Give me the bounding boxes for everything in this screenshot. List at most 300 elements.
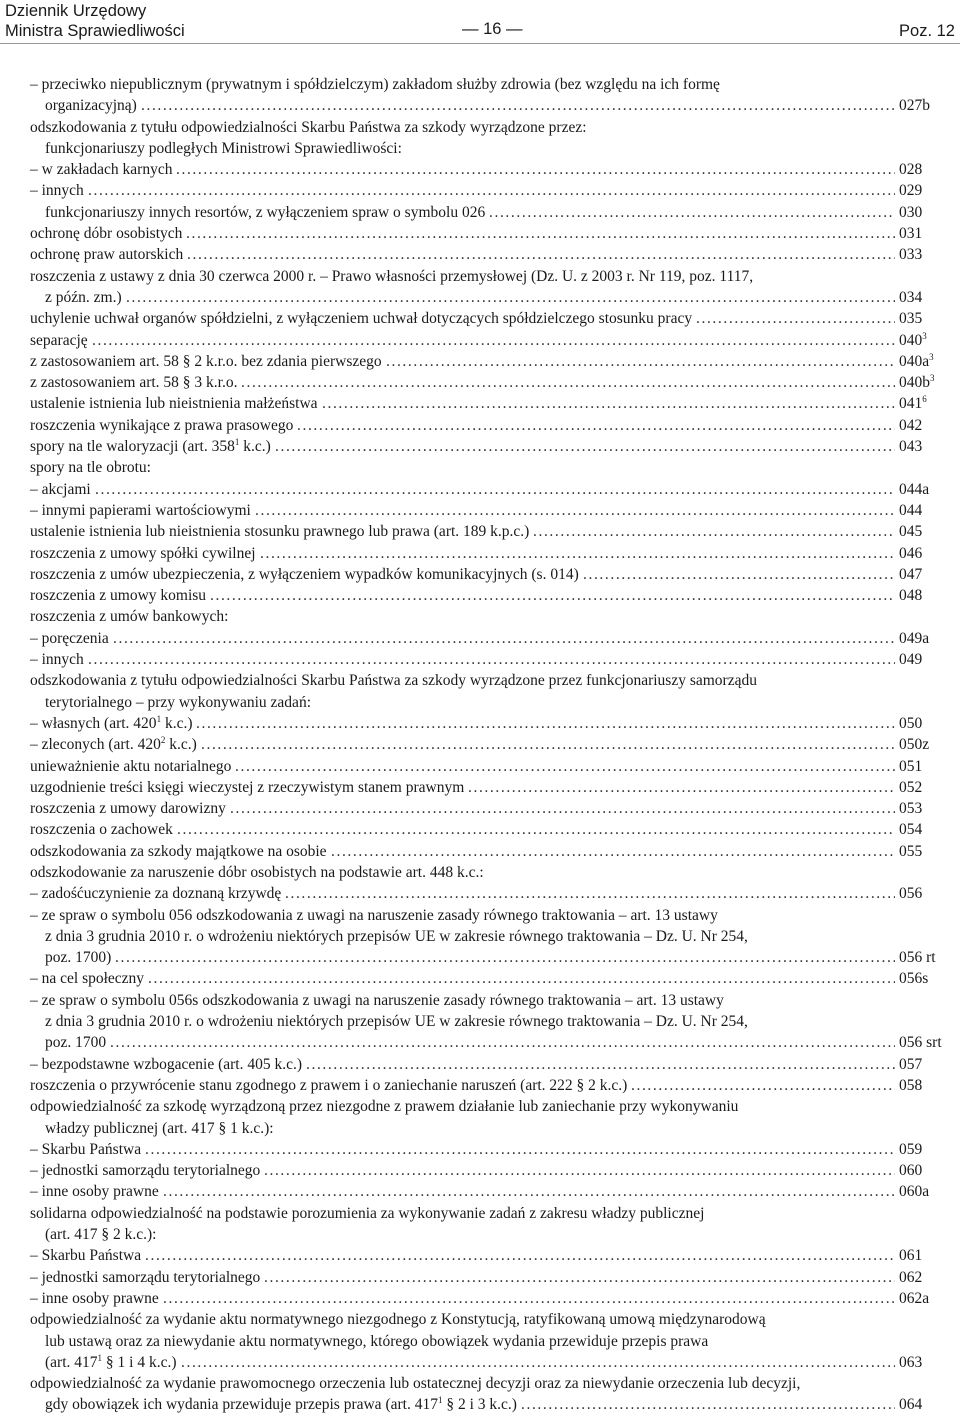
symbol-entry — [0, 968, 960, 989]
entry-text-line — [0, 862, 960, 883]
symbol-code — [899, 968, 928, 989]
dot-leader — [264, 1267, 895, 1288]
entry-label-text: solidarna odpowiedzialność na podstawie porozumienia za wykonywanie zadań z zakresu władzy publicznej — [30, 1204, 705, 1222]
symbol-code-text: 064 — [899, 1396, 923, 1414]
dot-leader — [113, 628, 895, 649]
entry-label-text: – na cel społeczny — [30, 970, 145, 988]
entry-label — [30, 1203, 704, 1224]
symbol-entry — [0, 95, 960, 116]
entry-text-line — [0, 1373, 960, 1394]
symbol-entry — [0, 393, 960, 414]
dot-leader — [95, 479, 895, 500]
symbol-code-superscript: 6 — [922, 394, 927, 405]
entry-label-text: odpowiedzialność za szkodę wyrządzoną przez niezgodne z prawem działanie lub zaniechanie przy wykonywaniu — [30, 1098, 739, 1116]
symbol-code — [899, 223, 922, 244]
entry-label-text: gdy obowiązek ich wydania przewiduje przepis prawa (art. 417 — [45, 1396, 438, 1414]
symbol-entry — [0, 308, 960, 329]
symbol-code-text: 045 — [899, 523, 923, 541]
symbol-entry — [0, 1245, 960, 1266]
entry-label — [30, 244, 183, 265]
symbol-code-text: 041 — [899, 395, 923, 413]
entry-label — [30, 500, 251, 521]
dot-leader — [145, 1139, 895, 1160]
symbol-code-text: 028 — [899, 161, 923, 179]
entry-text-line — [0, 1224, 960, 1245]
symbol-code — [899, 1181, 929, 1202]
dot-leader — [196, 713, 895, 734]
entry-label — [30, 862, 484, 883]
entry-label-text: odszkodowania z tytułu odpowiedzialności Skarbu Państwa za szkody wyrządzone przez: — [30, 118, 587, 136]
symbol-code — [899, 95, 930, 116]
symbol-code-text: 048 — [899, 587, 923, 605]
symbol-code-text: 040 — [899, 331, 923, 349]
entry-label-text: – zadośćuczynienie za doznaną krzywdę — [30, 885, 282, 903]
entry-text-line — [0, 926, 960, 947]
symbol-entry — [0, 287, 960, 308]
entry-label-text: – Skarbu Państwa — [30, 1140, 142, 1158]
header-publication — [5, 1, 185, 41]
symbol-code — [899, 841, 922, 862]
entry-label-text: funkcjonariuszy podległych Ministrowi Sprawiedliwości: — [45, 139, 402, 157]
entry-label — [30, 180, 84, 201]
entry-label-text: – inne osoby prawne — [30, 1183, 159, 1201]
entry-label — [30, 372, 237, 393]
symbol-code — [899, 628, 929, 649]
entry-label-text: poz. 1700 — [45, 1034, 107, 1052]
symbol-entry — [0, 1032, 960, 1053]
symbol-entry — [0, 564, 960, 585]
entry-label — [30, 1139, 141, 1160]
symbol-code — [899, 734, 929, 755]
dot-leader — [177, 819, 895, 840]
symbol-code — [899, 479, 929, 500]
symbol-code — [899, 585, 922, 606]
entry-label — [45, 1032, 106, 1053]
dot-leader — [115, 947, 895, 968]
symbol-code — [899, 351, 934, 372]
symbol-code — [899, 1245, 922, 1266]
symbol-entry — [0, 1139, 960, 1160]
entry-label — [45, 1011, 748, 1032]
entry-label — [30, 883, 281, 904]
dot-leader — [275, 436, 895, 457]
symbol-code-text: 059 — [899, 1140, 923, 1158]
entry-label-text: ustalenie istnienia lub nieistnienia małżeństwa — [30, 395, 318, 413]
symbol-code — [899, 777, 922, 798]
symbol-entry — [0, 500, 960, 521]
entry-label — [30, 585, 206, 606]
symbol-code-superscript: 3 — [930, 373, 935, 384]
entry-label — [45, 1352, 177, 1373]
symbol-code-text: 061 — [899, 1247, 923, 1265]
entry-label — [30, 1075, 627, 1096]
entry-label — [30, 117, 587, 138]
dot-leader — [92, 330, 895, 351]
entry-label — [30, 713, 192, 734]
entry-label-text: – innych — [30, 182, 84, 200]
symbol-entry — [0, 819, 960, 840]
entry-text-line — [0, 457, 960, 478]
entry-label-text: – akcjami — [30, 480, 91, 498]
entry-label — [30, 1267, 260, 1288]
symbol-code — [899, 180, 922, 201]
symbol-entry — [0, 1160, 960, 1181]
symbol-code-text: 055 — [899, 842, 923, 860]
dot-leader — [201, 734, 895, 755]
entry-text-line — [0, 606, 960, 627]
dot-leader — [88, 649, 895, 670]
entry-label — [30, 543, 256, 564]
dot-leader — [255, 500, 895, 521]
entry-label-text: – przeciwko niepublicznym (prywatnym i spółdzielczym) zakładom służby zdrowia (bez względu na ich formę — [30, 76, 720, 93]
dot-leader — [241, 372, 895, 393]
header-divider — [0, 43, 960, 44]
symbol-code — [899, 713, 922, 734]
entry-label-text: z zastosowaniem art. 58 § 2 k.r.o. bez zdania pierwszego — [30, 352, 382, 370]
symbol-code — [899, 564, 922, 585]
entry-label-text: (art. 417 § 2 k.c.): — [45, 1226, 157, 1244]
symbol-code — [899, 436, 922, 457]
entry-text-line — [0, 1331, 960, 1352]
symbol-code-superscript: 3 — [922, 330, 927, 341]
page-header — [0, 0, 960, 46]
symbol-code-text: 029 — [899, 182, 923, 200]
entry-label-text: (art. 417 — [45, 1353, 98, 1371]
symbol-code-text: 030 — [899, 203, 923, 221]
symbol-code — [899, 1267, 922, 1288]
symbol-entry — [0, 883, 960, 904]
entry-label — [45, 1118, 274, 1139]
symbol-code-text: 056 rt — [899, 949, 936, 967]
entry-label-text: – własnych (art. 420 — [30, 714, 157, 732]
entry-label — [45, 1394, 517, 1415]
symbol-code — [899, 202, 922, 223]
entry-label — [30, 223, 182, 244]
entry-text-line — [0, 266, 960, 287]
symbol-entry — [0, 585, 960, 606]
dot-leader — [386, 351, 895, 372]
symbol-code-text: 049a — [899, 629, 930, 647]
symbol-entry — [0, 223, 960, 244]
symbol-code — [899, 1139, 922, 1160]
ministry-name: Ministra Sprawiedliwości — [5, 22, 185, 40]
entry-label — [45, 1331, 708, 1352]
entry-label-suffix: k.c.) — [165, 736, 197, 754]
entry-label — [45, 95, 137, 116]
entry-label — [30, 606, 228, 627]
entry-label-suffix: § 2 i 3 k.c.) — [442, 1396, 517, 1414]
symbol-entry — [0, 543, 960, 564]
symbol-code — [899, 244, 922, 265]
symbol-entry — [0, 777, 960, 798]
entry-label — [30, 1288, 159, 1309]
dot-leader — [285, 883, 895, 904]
entry-text-line — [0, 670, 960, 691]
symbol-entry — [0, 1267, 960, 1288]
entry-text-line — [0, 1309, 960, 1330]
symbol-code — [899, 883, 922, 904]
entry-label-text: z późn. zm.) — [45, 288, 122, 306]
dot-leader — [533, 521, 895, 542]
entry-label-text: terytorialnego – przy wykonywaniu zadań: — [45, 693, 311, 711]
symbol-code-text: 060 — [899, 1162, 923, 1180]
symbol-entry — [0, 351, 960, 372]
dot-leader — [148, 968, 895, 989]
entry-label-text: – bezpodstawne wzbogacenie (art. 405 k.c.) — [30, 1055, 302, 1073]
symbol-entry — [0, 947, 960, 968]
symbol-code-text: 057 — [899, 1055, 923, 1073]
symbol-code — [899, 1160, 922, 1181]
symbol-entry — [0, 649, 960, 670]
entry-label — [30, 521, 529, 542]
entry-label — [30, 1373, 800, 1394]
entry-label-superscript: 1 — [437, 1395, 443, 1406]
entry-text-line — [0, 1011, 960, 1032]
dot-leader — [306, 1054, 895, 1075]
symbol-entry — [0, 713, 960, 734]
symbol-code-text: 054 — [899, 821, 923, 839]
entry-label-text: ustalenie istnienia lub nieistnienia stosunku prawnego lub prawa (art. 189 k.p.c.) — [30, 523, 530, 541]
entry-label-text: – jednostki samorządu terytorialnego — [30, 1162, 261, 1180]
entry-label-text: z dnia 3 grudnia 2010 r. o wdrożeniu niektórych przepisów UE w zakresie równego traktowania – Dz. U. Nr 254, — [45, 927, 748, 945]
entry-label-text: roszczenia wynikające z prawa prasowego — [30, 416, 294, 434]
symbol-entry — [0, 1394, 960, 1415]
entry-label-text: – poręczenia — [30, 629, 109, 647]
entry-label-text: ochronę dóbr osobistych — [30, 225, 183, 243]
symbol-code-text: 050z — [899, 736, 930, 754]
symbol-code — [899, 1394, 922, 1415]
dot-leader — [631, 1075, 895, 1096]
entry-label — [45, 1224, 156, 1245]
dot-leader — [163, 1288, 895, 1309]
entry-label-text: – zleconych (art. 420 — [30, 736, 161, 754]
symbol-code-text: 040b — [899, 374, 930, 392]
entry-text-line — [0, 1118, 960, 1139]
dot-leader — [141, 95, 895, 116]
dot-leader — [235, 756, 895, 777]
entry-label — [30, 457, 151, 478]
dot-leader — [88, 180, 895, 201]
symbol-code-text: 063 — [899, 1353, 923, 1371]
entry-label-text: z zastosowaniem art. 58 § 3 k.r.o. — [30, 374, 238, 392]
dot-leader — [187, 244, 895, 265]
entry-label-superscript: 2 — [160, 735, 166, 746]
entry-label-text: organizacyjną) — [45, 97, 137, 115]
entry-label-text: – inne osoby prawne — [30, 1289, 159, 1307]
symbol-entry — [0, 521, 960, 542]
symbol-entry — [0, 628, 960, 649]
entry-label-text: – ze spraw o symbolu 056 odszkodowania z uwagi na naruszenie zasady równego traktowania – art. 13 ustawy — [30, 906, 718, 924]
symbol-code — [899, 415, 922, 436]
entry-label-text: odpowiedzialność za wydanie prawomocnego orzeczenia lub ostatecznej decyzji oraz za niewydanie orzeczenia lub decyzji, — [30, 1375, 801, 1393]
symbol-entry — [0, 1075, 960, 1096]
entry-label-text: roszczenia z umowy darowizny — [30, 800, 226, 818]
symbol-code-text: 047 — [899, 565, 923, 583]
symbol-code — [899, 543, 922, 564]
entry-label-text: roszczenia o zachowek — [30, 821, 173, 839]
entry-label-text: – jednostki samorządu terytorialnego — [30, 1268, 261, 1286]
symbol-code — [899, 393, 927, 414]
symbol-code — [899, 649, 922, 670]
dot-leader — [260, 543, 895, 564]
entry-label — [30, 968, 144, 989]
symbol-code-text: 044a — [899, 480, 930, 498]
symbol-code — [899, 798, 922, 819]
entry-label-text: – innymi papierami wartościowymi — [30, 501, 251, 519]
dot-leader — [468, 777, 895, 798]
entry-label-text: odpowiedzialność za wydanie aktu normatywnego niezgodnego z Konstytucją, ratyfikowaną umową międzynarodową — [30, 1311, 766, 1329]
entry-label — [30, 1160, 260, 1181]
symbol-code — [899, 819, 922, 840]
entry-label-text: roszczenia o przywrócenie stanu zgodnego z prawem i o zaniechanie naruszeń (art. 222 § 2 k.c.) — [30, 1076, 628, 1094]
dot-leader — [489, 202, 895, 223]
entry-label — [45, 947, 111, 968]
symbol-entry — [0, 1054, 960, 1075]
page-number: — 16 — — [462, 20, 523, 38]
entry-label — [30, 351, 382, 372]
symbol-entry — [0, 1181, 960, 1202]
dot-leader — [297, 415, 895, 436]
symbol-code-text: 043 — [899, 438, 923, 456]
entry-label-text: – ze spraw o symbolu 056s odszkodowania z uwagi na naruszenie zasady równego traktowania – art. 13 ustawy — [30, 991, 724, 1009]
entry-label-text: – w zakładach karnych — [30, 161, 173, 179]
entry-label — [30, 1181, 159, 1202]
entry-label — [30, 564, 579, 585]
symbol-code-text: 062 — [899, 1268, 923, 1286]
symbol-code — [899, 308, 922, 329]
case-symbol-list — [0, 74, 960, 1416]
entry-label — [30, 819, 173, 840]
entry-label-text: uchylenie uchwał organów spółdzielni, z wyłączeniem uchwał dotyczących spółdzielczego stosunku pracy — [30, 310, 693, 328]
entry-label — [30, 1245, 141, 1266]
journal-title: Dziennik Urzędowy — [5, 2, 147, 20]
entry-text-line — [0, 1203, 960, 1224]
entry-text-line — [0, 138, 960, 159]
entry-label-superscript: 1 — [97, 1352, 103, 1363]
symbol-code — [899, 287, 922, 308]
entry-label — [30, 670, 757, 691]
symbol-entry — [0, 159, 960, 180]
symbol-code — [899, 1032, 942, 1053]
entry-label-text: roszczenia z umów ubezpieczenia, z wyłączeniem wypadków komunikacyjnych (s. 014) — [30, 565, 579, 583]
entry-label-text: – Skarbu Państwa — [30, 1247, 142, 1265]
symbol-entry — [0, 415, 960, 436]
symbol-code-text: 042 — [899, 416, 923, 434]
entry-label-text: władzy publicznej (art. 417 § 1 k.c.): — [45, 1119, 274, 1137]
symbol-entry — [0, 841, 960, 862]
symbol-code-text: 056 srt — [899, 1034, 942, 1052]
symbol-code — [899, 1352, 922, 1373]
dot-leader — [230, 798, 895, 819]
entry-text-line — [0, 74, 960, 95]
entry-label-superscript: 1 — [234, 437, 240, 448]
entry-label — [30, 798, 226, 819]
entry-label — [30, 990, 724, 1011]
entry-label-text: odszkodowanie za naruszenie dóbr osobistych na podstawie art. 448 k.c.: — [30, 863, 484, 881]
entry-label-text: spory na tle obrotu: — [30, 459, 151, 477]
symbol-code-text: 058 — [899, 1076, 923, 1094]
dot-leader — [181, 1352, 895, 1373]
entry-label — [45, 287, 122, 308]
entry-label — [30, 628, 109, 649]
entry-label-text: spory na tle waloryzacji (art. 358 — [30, 438, 235, 456]
symbol-code-text: 051 — [899, 757, 923, 775]
symbol-code-text: 034 — [899, 288, 923, 306]
entry-label — [30, 266, 753, 287]
entry-label-text: ochronę praw autorskich — [30, 246, 184, 264]
symbol-entry — [0, 244, 960, 265]
symbol-code-text: 040a — [899, 352, 930, 370]
dot-leader — [126, 287, 895, 308]
entry-text-line — [0, 905, 960, 926]
entry-label — [30, 479, 91, 500]
entry-label-text: roszczenia z umowy spółki cywilnej — [30, 544, 256, 562]
entry-label — [30, 905, 718, 926]
entry-label-text: unieważnienie aktu notarialnego — [30, 757, 232, 775]
symbol-entry — [0, 202, 960, 223]
entry-label — [45, 692, 311, 713]
entry-label — [30, 777, 464, 798]
entry-label-superscript: 1 — [156, 713, 162, 724]
symbol-code-text: 046 — [899, 544, 923, 562]
symbol-code — [899, 500, 922, 521]
entry-label-suffix: § 1 i 4 k.c.) — [102, 1353, 177, 1371]
dot-leader — [110, 1032, 895, 1053]
symbol-code — [899, 1054, 922, 1075]
symbol-entry — [0, 330, 960, 351]
symbol-code — [899, 1075, 922, 1096]
symbol-code-text: 056 — [899, 885, 923, 903]
entry-label — [30, 1309, 766, 1330]
entry-label-text: funkcjonariuszy innych resortów, z wyłączeniem spraw o symbolu 026 — [45, 203, 486, 221]
entry-label-text: poz. 1700) — [45, 949, 112, 967]
dot-leader — [163, 1181, 895, 1202]
position-number: Poz. 12 — [899, 22, 955, 40]
entry-label-text: separację — [30, 331, 88, 349]
entry-label — [30, 436, 271, 457]
symbol-entry — [0, 756, 960, 777]
entry-label-text: roszczenia z umów bankowych: — [30, 608, 229, 626]
entry-label — [30, 756, 231, 777]
entry-text-line — [0, 1096, 960, 1117]
entry-label — [30, 734, 197, 755]
symbol-code — [899, 947, 936, 968]
entry-label — [30, 415, 293, 436]
entry-label-suffix: k.c.) — [161, 714, 193, 732]
symbol-entry — [0, 1352, 960, 1373]
entry-label-text: uzgodnienie treści księgi wieczystej z rzeczywistym stanem prawnym — [30, 778, 465, 796]
entry-label — [30, 649, 84, 670]
symbol-code — [899, 372, 935, 393]
symbol-code — [899, 159, 922, 180]
symbol-code-text: 050 — [899, 714, 923, 732]
entry-label — [45, 138, 402, 159]
entry-label-text: odszkodowania za szkody majątkowe na osobie — [30, 842, 327, 860]
symbol-code — [899, 521, 922, 542]
symbol-code-text: 049 — [899, 651, 923, 669]
entry-label-text: z dnia 3 grudnia 2010 r. o wdrożeniu niektórych przepisów UE w zakresie równego traktowania – Dz. U. Nr 254, — [45, 1013, 748, 1031]
symbol-code-text: 035 — [899, 310, 923, 328]
entry-label — [30, 393, 318, 414]
entry-text-line — [0, 990, 960, 1011]
dot-leader — [322, 393, 895, 414]
symbol-entry — [0, 180, 960, 201]
dot-leader — [176, 159, 895, 180]
dot-leader — [696, 308, 895, 329]
dot-leader — [264, 1160, 895, 1181]
dot-leader — [145, 1245, 895, 1266]
entry-label-text: lub ustawą oraz za niewydanie aktu normatywnego, którego obowiązek wydania przewiduje przepis prawa — [45, 1332, 709, 1350]
